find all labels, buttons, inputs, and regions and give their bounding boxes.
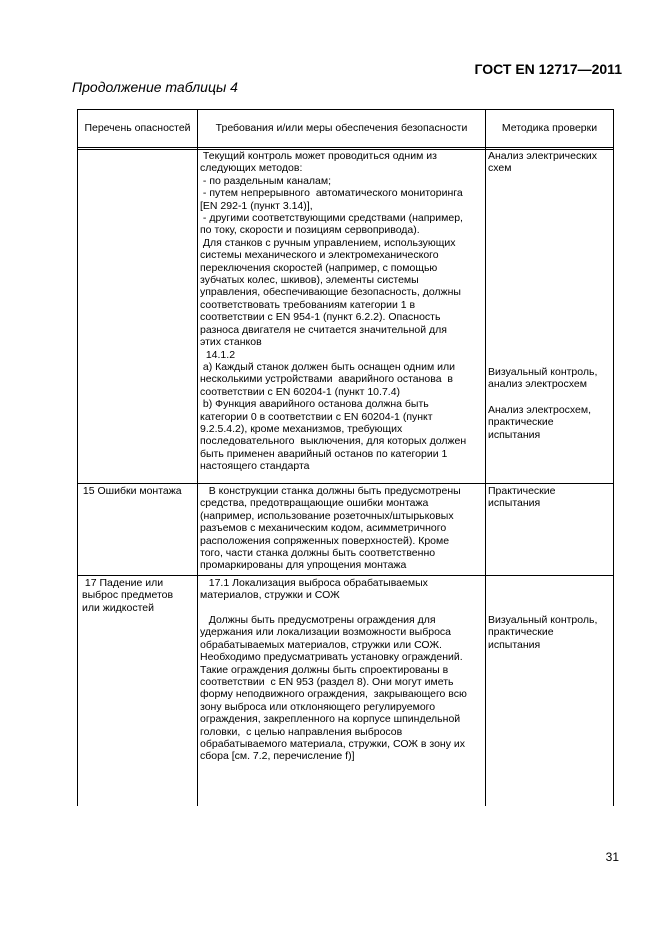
text-line: а) Каждый станок должен быть оснащен одним или xyxy=(200,360,455,373)
row1-requirements xyxy=(200,150,466,473)
text-line: головки, с целью направления выбросов xyxy=(200,725,403,738)
text-line: Анализ электрических xyxy=(488,150,597,162)
text-line: системы механического и электромеханического xyxy=(200,249,439,262)
text-line: зубчатых колес, шкивов), элементы системы xyxy=(200,274,419,287)
row3-requirements xyxy=(200,614,467,763)
row3-method xyxy=(488,614,597,651)
text-line: - другими соответствующими средствами (например, xyxy=(200,212,463,225)
text-line: по току, скорости и позициям сервопривода). xyxy=(200,224,420,237)
row3-requirements-heading xyxy=(200,577,428,602)
table-top-border xyxy=(78,109,613,110)
column-header-method: Методика проверки xyxy=(501,122,598,134)
text-line: испытания xyxy=(488,497,541,510)
text-line: этих станков xyxy=(200,336,262,349)
text-line: промаркированы для упрощения монтажа xyxy=(200,559,407,572)
requirements-table xyxy=(77,109,614,806)
text-line: [EN 292-1 (пункт 3.14)], xyxy=(200,199,313,212)
text-line: расположения сопряженных поверхностей). Кроме xyxy=(200,534,450,547)
row2-method xyxy=(488,485,555,510)
text-line: переключения скоростей (например, с помощью xyxy=(200,261,438,274)
text-line: Необходимо предусматривать установку ограждений. xyxy=(200,651,463,664)
text-line: Должны быть предусмотрены ограждения для xyxy=(200,614,436,626)
text-line: ограждения, закрепленного на корпусе шпиндельной xyxy=(200,713,461,726)
text-line: или жидкостей xyxy=(82,601,154,614)
text-line: Практические xyxy=(488,485,556,497)
text-line: несколькими устройствами аварийного останова в xyxy=(200,373,453,386)
text-line: того, части станка должны быть соответственно xyxy=(200,547,436,560)
text-line: - путем непрерывного автоматического мониторинга xyxy=(200,187,463,200)
text-line: выброс предметов xyxy=(82,589,174,602)
text-line: Визуальный контроль, xyxy=(488,614,598,626)
text-line: зону выброса или отклоняющего регулируемого xyxy=(200,700,436,713)
text-line: - по раздельным каналам; xyxy=(200,174,332,187)
text-line: Для станков с ручным управлением, использующих xyxy=(200,236,456,249)
text-line: обрабатываемого материала, стружки, СОЖ в зону их xyxy=(200,738,466,751)
text-line: 9.2.5.4.2), кроме механизмов, требующих xyxy=(200,422,403,435)
text-line: испытания xyxy=(488,638,541,651)
text-line: обрабатываемых материалов, стружки или СОЖ. xyxy=(200,638,442,651)
row3-hazard xyxy=(82,577,173,614)
page-number: 31 xyxy=(605,850,619,864)
text-line: соответствии с EN 953 (раздел 8). Они могут иметь xyxy=(200,676,454,689)
text-line: испытания xyxy=(488,428,541,441)
text-line: материалов, стружки и СОЖ xyxy=(200,589,340,602)
text-line: Такие ограждения должны быть спроектированы в xyxy=(200,663,449,676)
column-divider xyxy=(485,109,486,806)
text-line: Анализ электросхем, xyxy=(488,404,592,416)
text-line: категории 0 в соответствии с EN 60204-1 (пункт xyxy=(200,410,433,423)
table-continuation-caption: Продолжение таблицы 4 xyxy=(72,79,238,95)
text-line: 17 Падение или xyxy=(82,577,164,589)
text-line: соответствии с EN 60204-1 (пункт 10.7.4) xyxy=(200,385,401,398)
row2-requirements xyxy=(200,485,461,572)
row1-method-c xyxy=(488,404,591,441)
standard-designation: ГОСТ EN 12717—2011 xyxy=(474,61,622,77)
header-bottom-border xyxy=(78,147,613,148)
text-line: управления, обеспечивающие безопасность, должны xyxy=(200,286,461,299)
text-line: разноса двигателя не считается значительной для xyxy=(200,323,447,336)
row1-method-a xyxy=(488,150,597,175)
text-line: практические xyxy=(488,416,554,429)
row-divider xyxy=(78,575,613,576)
column-header-hazards: Перечень опасностей xyxy=(84,122,191,134)
text-line: 14.1.2 xyxy=(200,348,236,361)
text-line: сбора [см. 7.2, перечисление f)] xyxy=(200,750,355,763)
text-line: схем xyxy=(488,162,512,175)
text-line: 17.1 Локализация выброса обрабатываемых xyxy=(200,577,428,589)
text-line: Визуальный контроль, xyxy=(488,366,598,378)
text-line: В конструкции станка должны быть предусмотрены xyxy=(200,485,461,497)
text-line: 15 Ошибки монтажа xyxy=(80,485,182,497)
text-line: удержания или локализации возможности выброса xyxy=(200,626,452,639)
column-divider xyxy=(197,109,198,806)
text-line: Текущий контроль может проводиться одним из xyxy=(200,150,437,162)
text-line: (например, использование розеточных/штырьковых xyxy=(200,509,454,522)
row-divider xyxy=(78,483,613,484)
row1-method-b xyxy=(488,366,597,391)
text-line: b) Функция аварийного останова должна быть xyxy=(200,398,429,411)
text-line: форму неподвижного ограждения, закрывающего всю xyxy=(200,688,467,701)
text-line: быть применен аварийный останов по категории 1 xyxy=(200,447,448,460)
text-line: соответствии с EN 954-1 (пункт 6.2.2). Опасность xyxy=(200,311,441,324)
row2-hazard xyxy=(80,485,182,497)
column-header-requirements: Требования и/или меры обеспечения безопасности xyxy=(215,122,468,134)
text-line: практические xyxy=(488,626,554,639)
text-line: разъемов с механическим кодом, асимметричного xyxy=(200,522,447,535)
text-line: настоящего стандарта xyxy=(200,460,310,473)
text-line: следующих методов: xyxy=(200,162,303,175)
text-line: последовательного выключения, для которых должен xyxy=(200,435,467,448)
text-line: средства, предотвращающие ошибки монтажа xyxy=(200,497,429,510)
text-line: соответствовать требованиям категории 1 в xyxy=(200,298,416,311)
text-line: анализ электросхем xyxy=(488,378,587,391)
